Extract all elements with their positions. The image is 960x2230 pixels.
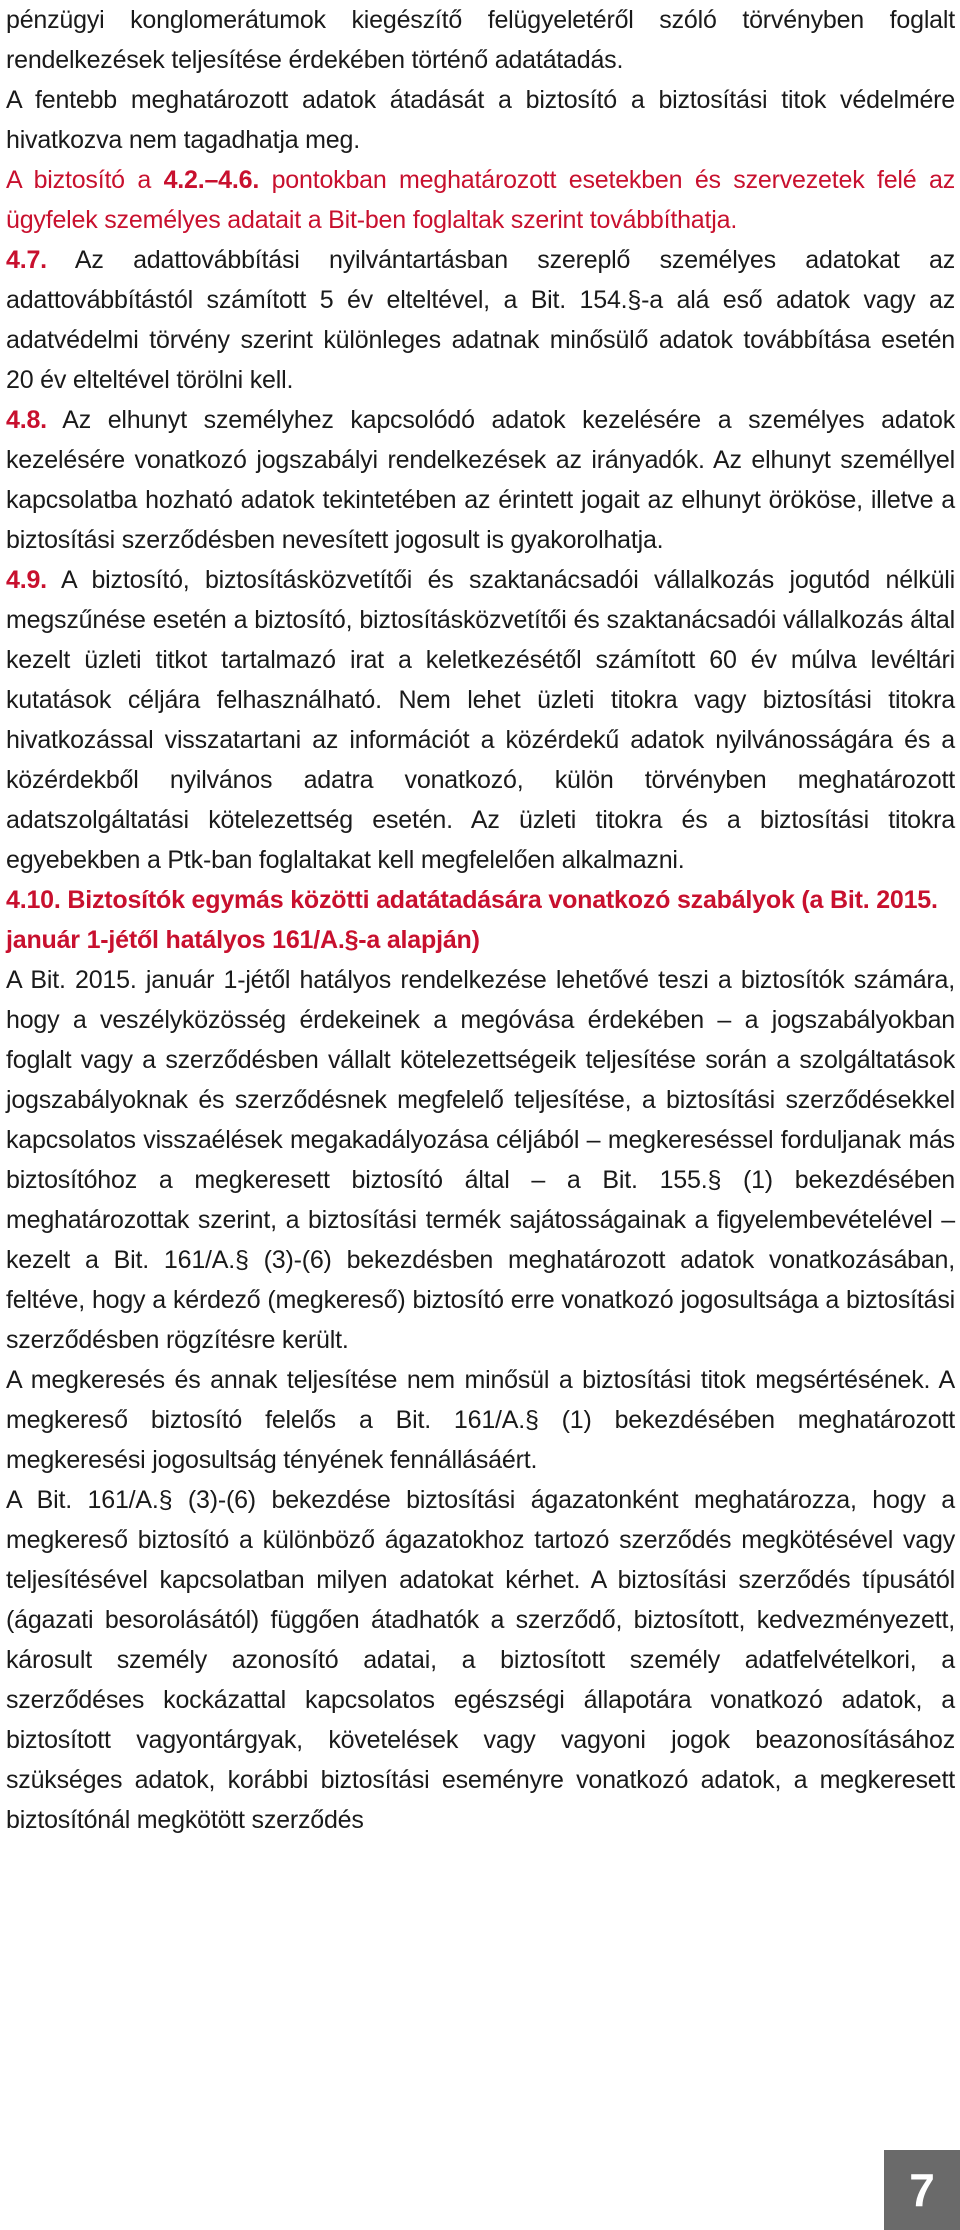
paragraph-bit-161a: A Bit. 161/A.§ (3)-(6) bekezdése biztosítási ágazatonként meghatározza, hogy a megkereső biztosító a különböző ágazatokhoz tartozó szerződés megkötésével vagy teljesítésével kapcsolatban milyen adatokat kérhet. A biztosítási szerződés típusától (ágazati besorolásától) függően átadhatók a szerződő, biztosított, kedvezményezett, károsult személy azonosító adatai, a biztosított személy adatfelvételkori, a szerződéses kockázattal kapcsolatos egészségi állapotára vonatkozó adatok, a biztosított vagyontárgyak, követelések vagy vagyoni jogok beazonosításához szükséges adatok, korábbi biztosítási eseményre vonatkozó adatok, a megkeresett biztosítónál megkötött szerződés: [6, 1486, 955, 1834]
paragraph-intro: pénzügyi konglomerátumok kiegészítő felügyeletéről szóló törvényben foglalt rendelkezések teljesítése érdekében történő adatátadás.: [6, 6, 955, 74]
section-text: Az adattovábbítási nyilvántartásban szereplő személyes adatokat az adattovábbítástól számított 5 év elteltével, a Bit. 154.§-a alá eső adatok vagy az adatvédelmi törvény szerint különleges adatnak minősülő adatok továbbítása esetén 20 év elteltével törölni kell.: [6, 246, 955, 394]
section-4-8: [6, 400, 955, 560]
page-number-box: [884, 2150, 960, 2230]
section-text: A biztosító, biztosításközvetítői és szaktanácsadói vállalkozás jogutód nélküli megszűnése esetén a biztosító, biztosításközvetítői és szaktanácsadói vállalkozás által kezelt üzleti titkot tartalmazó irat a keletkezésétől számított 60 év múlva levéltári kutatások céljára felhasználható. Nem lehet üzleti titokra vagy biztosítási titokra hivatkozással visszatartani az információt a közérdekű adatok nyilvánosságára és a közérdekből nyilvános adatra vonatkozó, külön törvényben meghatározott adatszolgáltatási kötelezettség esetén. Az üzleti titokra és a biztosítási titokra egyebekben a Ptk-ban foglaltakat kell megfelelően alkalmazni.: [6, 566, 955, 874]
section-4-7: [6, 240, 955, 400]
paragraph-forwarding: [6, 160, 955, 240]
section-number: 4.7.: [6, 246, 47, 274]
paragraph-bit-2015: A Bit. 2015. január 1-jétől hatályos rendelkezése lehetővé teszi a biztosítók számára, hogy a veszélyközösség érdekeinek a megóvása érdekében – a jogszabályokban foglalt vagy a szerződésben vállalt kötelezettségeik teljesítése során a szolgáltatások jogszabályoknak és szerződésnek megfelelő teljesítése, a biztosítási szerződésekkel kapcsolatos visszaélések megakadályozása céljából – megkereséssel forduljanak más biztosítóhoz a megkeresett biztosító által – a Bit. 155.§ (1) bekezdésében meghatározottak szerint, a biztosítási termék sajátosságainak a figyelembevételével – kezelt a Bit. 161/A.§ (3)-(6) bekezdésben meghatározott adatok vonatkozásában, feltéve, hogy a kérdező (megkereső) biztosító erre vonatkozó jogosultsága a biztosítási szerződésben rögzítésre került.: [6, 966, 955, 1354]
section-number: 4.8.: [6, 406, 47, 434]
forwarding-text: pontokban meghatározott esetekben és szervezetek felé az ügyfelek személyes adatait a Bit-ben foglaltak szerint továbbíthatja.: [6, 166, 955, 234]
section-4-9: [6, 560, 955, 880]
paragraph-refusal: A fentebb meghatározott adatok átadását a biztosító a biztosítási titok védelmére hivatkozva nem tagadhatja meg.: [6, 86, 955, 154]
forwarding-reference: 4.2.–4.6.: [163, 166, 260, 194]
document-body: [6, 0, 955, 1840]
section-4-10-heading: 4.10. Biztosítók egymás közötti adatátadására vonatkozó szabályok (a Bit. 2015. január 1-jétől hatályos 161/A.§-a alapján): [6, 886, 938, 954]
section-number: 4.9.: [6, 566, 47, 594]
forwarding-prefix: A biztosító a: [6, 166, 164, 194]
paragraph-request: A megkeresés és annak teljesítése nem minősül a biztosítási titok megsértésének. A megkereső biztosító felelős a Bit. 161/A.§ (1) bekezdésében meghatározott megkeresési jogosultság tényének fennállásáért.: [6, 1366, 955, 1474]
page-number: 7: [909, 2164, 935, 2216]
section-text: Az elhunyt személyhez kapcsolódó adatok kezelésére a személyes adatok kezelésére vonatkozó jogszabályi rendelkezések az irányadók. Az elhunyt személlyel kapcsolatba hozható adatok tekintetében az érintett jogait az elhunyt örököse, illetve a biztosítási szerződésben nevesített jogosult is gyakorolhatja.: [6, 406, 955, 554]
